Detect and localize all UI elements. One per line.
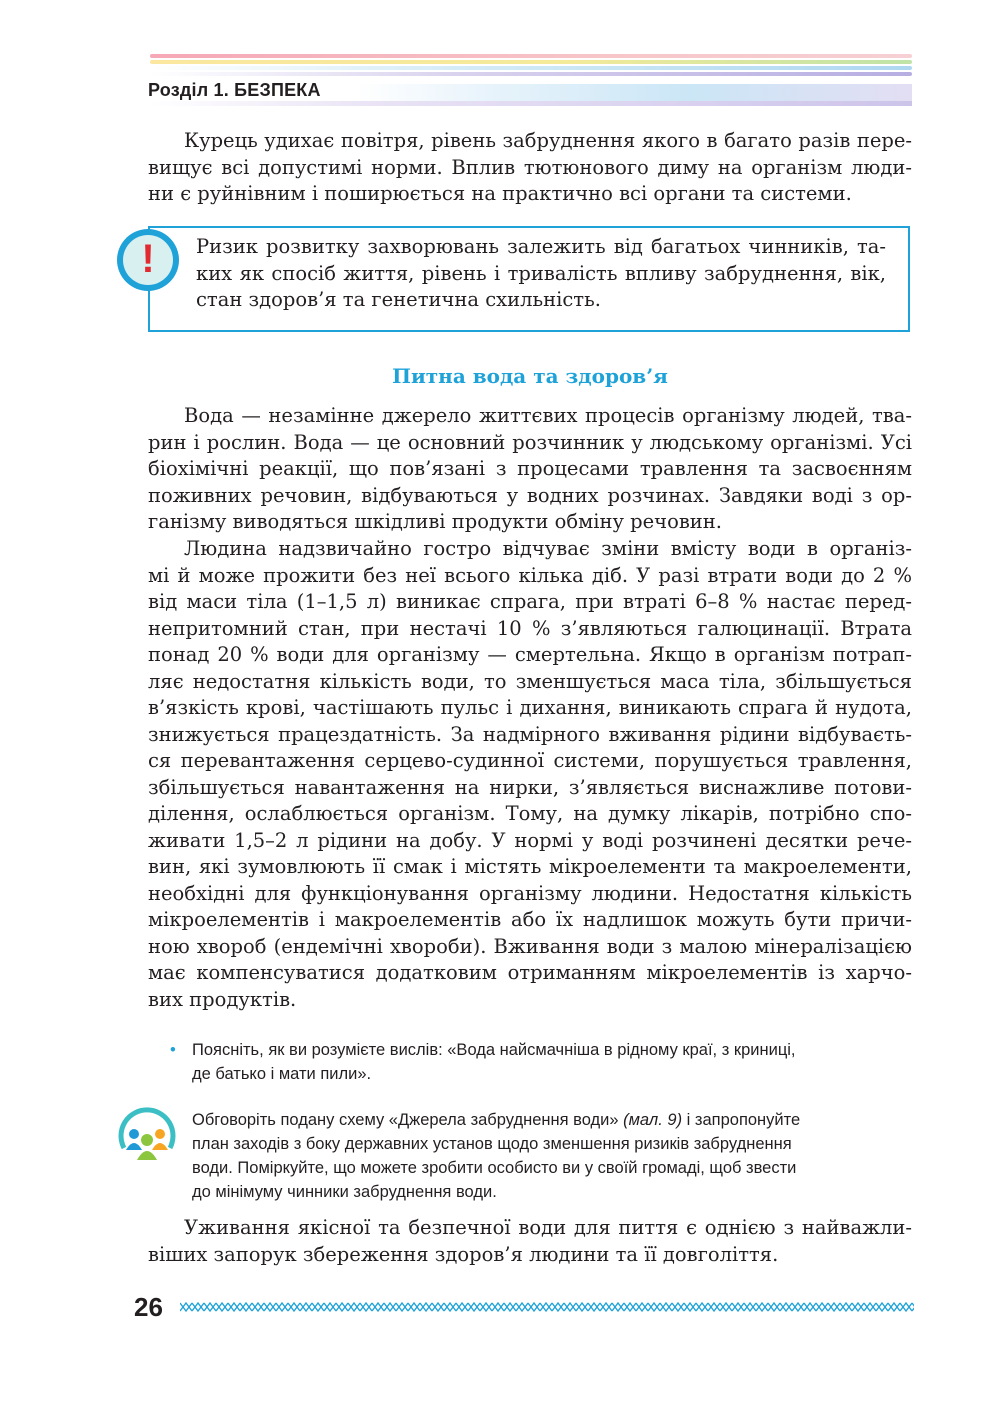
page-number: 26 — [134, 1292, 163, 1322]
text-line: Уживання якісної та безпечної води для пиття є однією з найважли- — [184, 1216, 912, 1239]
group-discussion-icon — [116, 1104, 178, 1166]
text-line: вин, які зумовлюють її смак і містять мікроелементи та макроелементи, — [148, 855, 912, 878]
text-line: ких як спосіб життя, рівень і тривалість впливу забруднення, вік, — [196, 261, 886, 285]
exclamation-glyph: ! — [141, 237, 155, 281]
text-line: рин і рослин. Вода — це основний розчинник у людському організмі. Усі — [148, 430, 912, 454]
text-line: ляє недостатня кількість води, то зменшується маса тіла, збільшується — [148, 669, 912, 693]
text-line: ся перевантаження серцево-судинної системи, порушується травлення, — [148, 749, 912, 772]
intro-paragraph — [148, 128, 912, 208]
text-line: Курець удихає повітря, рівень забруднення якого в багато разів пере- — [184, 129, 912, 152]
text-line: вих продуктів. — [148, 987, 297, 1011]
text-line: Поясніть, як ви розумієте вислів: «Вода найсмачніша в рідному краї, з криниці, — [192, 1041, 796, 1059]
text-line: збільшується навантаження на нирки, з’являється виснажливе потови- — [148, 775, 912, 799]
question-item — [170, 1038, 920, 1086]
text-line: поживних речовин, відбуваються у водних розчинах. Завдяки воді з ор- — [148, 483, 912, 507]
text-line: має компенсуватися додатковим отриманням мікроелементів із харчо- — [148, 961, 912, 984]
text-line: Ризик розвитку захворювань залежить від багатьох чинників, та- — [196, 235, 886, 258]
section-label: Розділ 1. БЕЗПЕКА — [148, 80, 321, 100]
figure-reference: (мал. 9) — [623, 1111, 683, 1129]
text-line: знижується працездатність. За надмірного вживання рідини відбуваєть- — [148, 722, 912, 746]
text-line: необхідні для функціонування організму людини. Недостатня кількість — [148, 881, 912, 905]
bullet-icon: • — [170, 1041, 176, 1059]
text-line: біохімічні реакції, що пов’язані з процесами травлення та засвоєнням — [148, 457, 912, 480]
text-line: віших запорук збереження здоров’я людини та її довголіття. — [148, 1242, 779, 1266]
text-line: Людина надзвичайно гостро відчуває зміни вмісту води в організ- — [184, 537, 912, 560]
paragraph-1 — [148, 403, 912, 536]
text-line: ни є руйнівним і поширюється на практично всі органи та системи. — [148, 182, 852, 205]
text-line: де батько і мати пили». — [192, 1065, 372, 1083]
text-line: води. Поміркуйте, що можете зробити особисто ви у своїй громаді, щоб звести — [192, 1159, 797, 1177]
text-line: непритомний стан, при нестачі 10 % з’являються галюцинації. Втрата — [148, 616, 912, 640]
header-underline — [148, 101, 912, 106]
text-line: мі й може прожити без неї всього кілька діб. У разі втрати води до 2 % — [148, 563, 912, 587]
text-line: стан здоров’я та генетична схильність. — [196, 288, 601, 311]
group-task-text — [192, 1108, 922, 1204]
callout-text — [196, 234, 886, 314]
text-line: мікроелементів і макроелементів або їх надлишок можуть бути причи- — [148, 908, 912, 931]
text-line: ділення, ослаблюється організм. Тому, на думку лікарів, потрібно спо- — [148, 802, 912, 825]
text-line: ганізму виводяться шкідливі продукти обміну речовин. — [148, 510, 722, 533]
text-line: Вода — незамінне джерело життєвих процесів організму людей, тва- — [184, 404, 912, 427]
text-line: в’язкість крові, частішають пульс і дихання, виникають спрага й нудота, — [148, 696, 912, 719]
exclamation-icon — [117, 229, 179, 291]
text-line: живати 1,5–2 л рідини на добу. У нормі у воді розчинені десятки рече- — [148, 828, 912, 852]
text-line: план заходів з боку державних установ щодо зменшення ризиків забруднення — [192, 1135, 792, 1153]
text-line: від маси тіла (1–1,5 л) виникає спрага, при втраті 6–8 % настає перед- — [148, 590, 912, 613]
header-stripes — [150, 54, 912, 80]
text-line: понад 20 % води для організму — смертельна. Якщо в організм потрап- — [148, 643, 912, 666]
paragraph-2 — [148, 536, 912, 1013]
footer-zigzag-line — [180, 1300, 914, 1314]
text-line: Обговоріть подану схему «Джерела забруднення води» (мал. 9) і запропонуйте — [192, 1111, 801, 1129]
conclusion-paragraph — [148, 1215, 912, 1268]
text-line: вищує всі допустимі норми. Вплив тютюнового диму на організм люди- — [148, 155, 912, 179]
text-line: ною хвороб (ендемічні хвороби). Вживання води з малою мінералізацією — [148, 934, 912, 958]
section-heading: Питна вода та здоров’я — [392, 364, 668, 388]
text-line: до мінімуму чинники забруднення води. — [192, 1183, 497, 1201]
